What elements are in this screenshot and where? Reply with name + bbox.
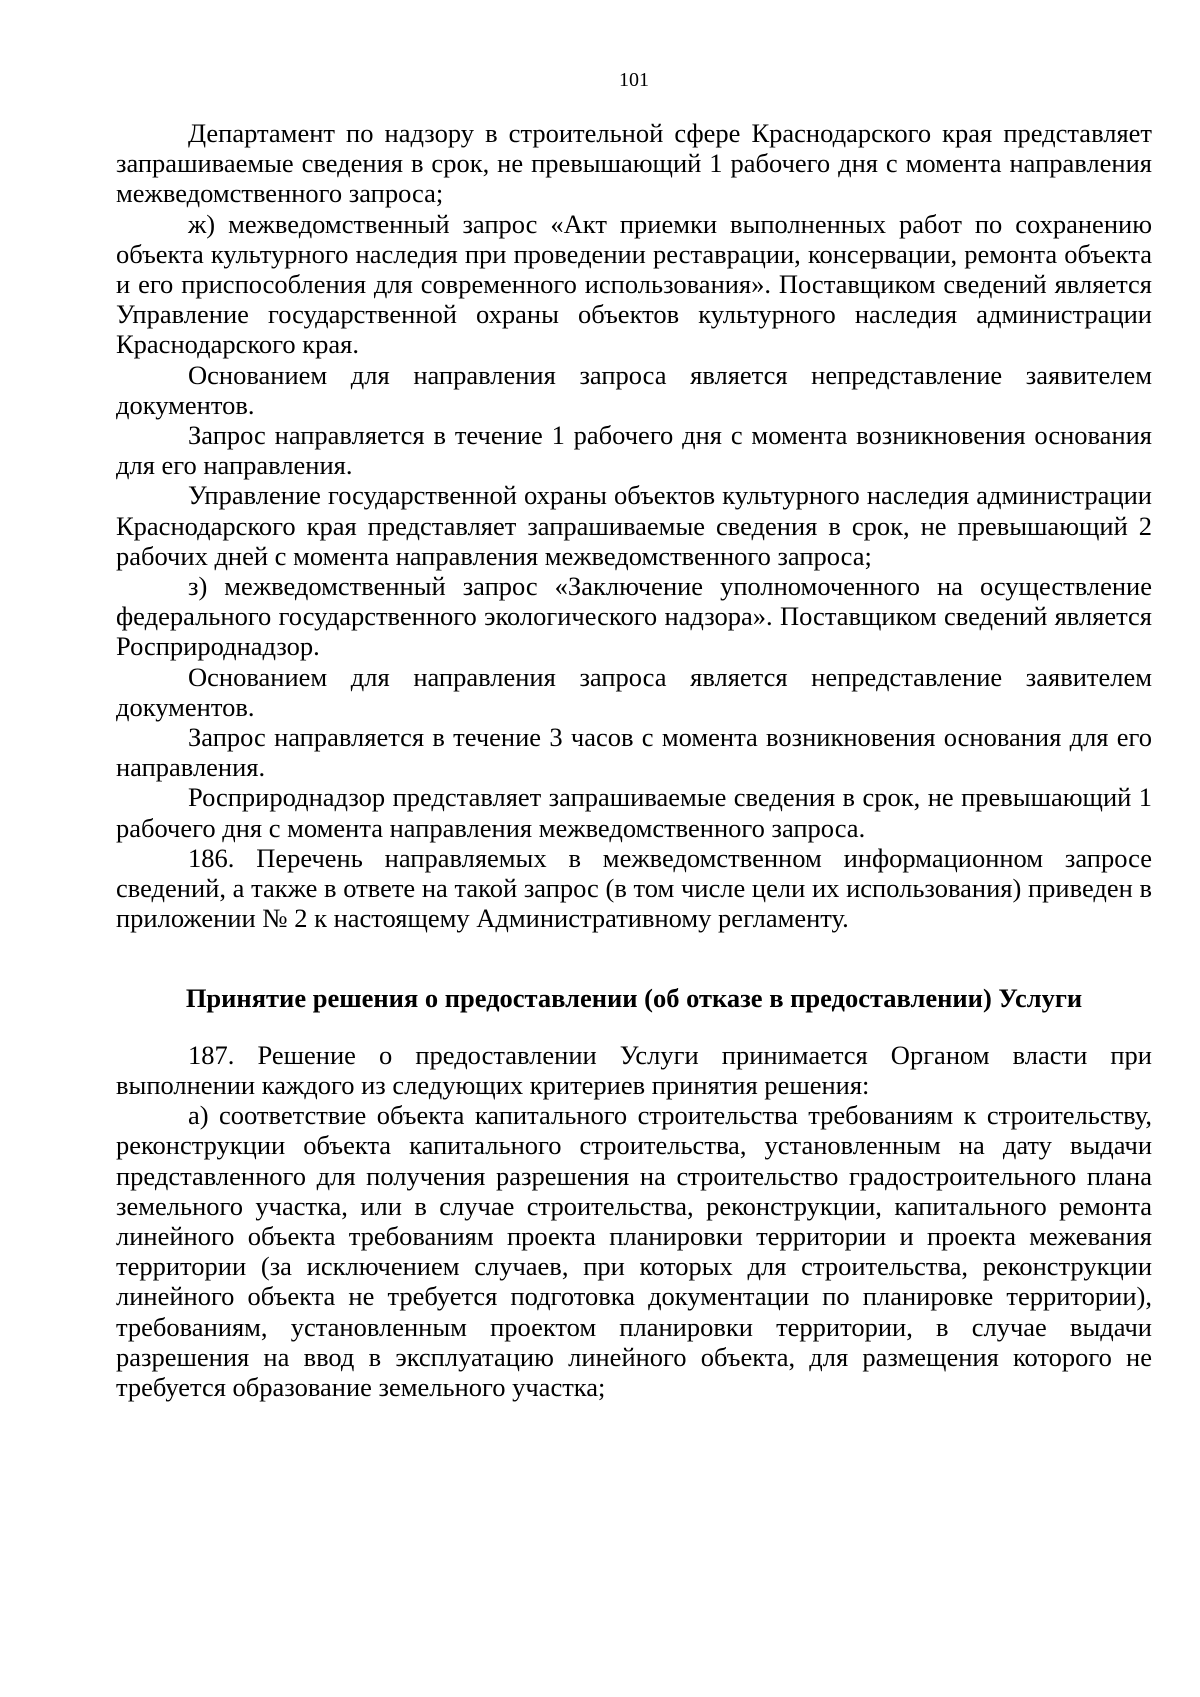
paragraph-request-zh: ж) межведомственный запрос «Акт приемки выполненных работ по сохранению объекта культурного наследия при проведении реставрации, консервации, ремонта объекта и его приспособления для современного использования». Поставщиком сведений является Управление государственной охраны объектов культурного наследия администрации Краснодарского края. bbox=[116, 208, 1152, 360]
paragraph-criterion-a: а) соответствие объекта капитального строительства требованиям к строительству, реконструкции объекта капитального строительства, установленным на дату выдачи представленного для получения разрешения на строительство градостроительного плана земельного участка, или в случае строительства, реконструкции, капитального ремонта линейного объекта требованиям проекта планировки территории и проекта межевания территории (за исключением случаев, при которых для строительства, реконструкции линейного объекта не требуется подготовка документации по планировке территории), требованиям, установленным проектом планировки территории, в случае выдачи разрешения на ввод в эксплуатацию линейного объекта, для размещения которого не требуется образование земельного участка; bbox=[116, 1100, 1152, 1402]
section-title: Принятие решения о предоставлении (об отказе в предоставлении) Услуги bbox=[185, 983, 1083, 1014]
paragraph-basis-2: Основанием для направления запроса является непредставление заявителем документов. bbox=[116, 661, 1152, 722]
paragraph-timing-1: Запрос направляется в течение 1 рабочего дня с момента возникновения основания для его направления. bbox=[116, 420, 1152, 481]
paragraph-187: 187. Решение о предоставлении Услуги принимается Органом власти при выполнении каждого из следующих критериев принятия решения: bbox=[116, 1039, 1152, 1100]
page-number: 101 bbox=[619, 69, 649, 91]
paragraph-basis-1: Основанием для направления запроса является непредставление заявителем документов. bbox=[116, 359, 1152, 420]
paragraph-departament-deadline: Департамент по надзору в строительной сфере Краснодарского края представляет запрашиваемые сведения в срок, не превышающий 1 рабочего дня с момента направления межведомственного запроса; bbox=[116, 118, 1152, 209]
paragraph-rosprirodnadzor-deadline: Росприроднадзор представляет запрашиваемые сведения в срок, не превышающий 1 рабочего дня с момента направления межведомственного запроса. bbox=[116, 782, 1152, 843]
paragraph-186: 186. Перечень направляемых в межведомственном информационном запросе сведений, а также в ответе на такой запрос (в том числе цели их использования) приведен в приложении № 2 к настоящему Административному регламенту. bbox=[116, 842, 1152, 934]
paragraph-heritage-deadline: Управление государственной охраны объектов культурного наследия администрации Краснодарского края представляет запрашиваемые сведения в срок, не превышающий 2 рабочих дней с момента направления межведомственного запроса; bbox=[116, 480, 1152, 571]
paragraph-timing-2: Запрос направляется в течение 3 часов с момента возникновения основания для его направления. bbox=[116, 722, 1152, 783]
paragraph-request-z: з) межведомственный запрос «Заключение уполномоченного на осуществление федерального государственного экологического надзора». Поставщиком сведений является Росприроднадзор. bbox=[116, 571, 1152, 662]
